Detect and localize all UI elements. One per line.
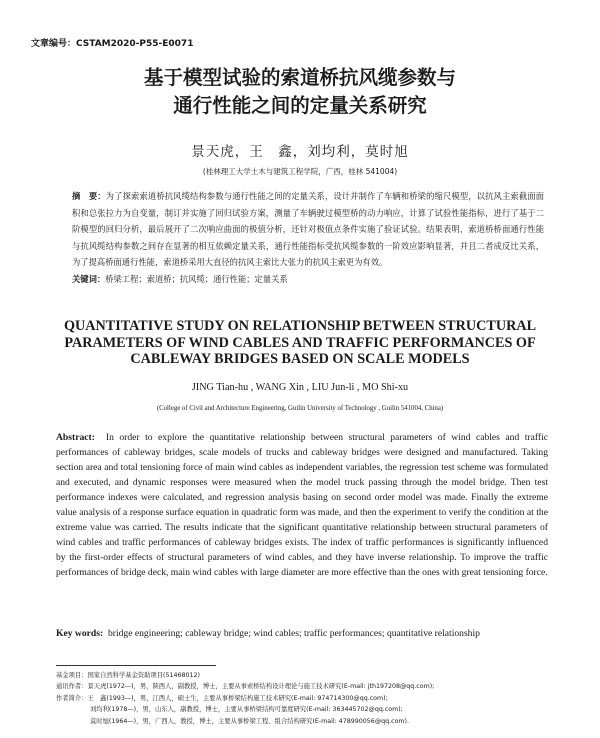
- article-id: 文章编号：CSTAM2020-P55-E0071: [31, 39, 194, 49]
- english-keywords-text: bridge engineering; cableway bridge; wind cables; traffic performances; quantitative relationship: [107, 628, 480, 639]
- footnote-corresponding-author: 通讯作者：景天虎(1972—)，男，陕西人，副教授，博士，主要从事索桥结构设计理论与施工技术研究(E-mail: jth197208@qq.com);: [56, 683, 435, 691]
- footnote-author-bio: 作者简介：王 鑫(1993—)，男，江西人，硕士生，主要从事桥梁结构施工技术研究(E-mail: 974714300@qq.com);: [56, 694, 388, 702]
- footnote-divider: [56, 665, 216, 666]
- english-affiliation: (College of Civil and Architecture Engineering, Guilin University of Technology , Guilin 541004, China): [156, 405, 444, 412]
- chinese-keywords-label: 关键词：: [72, 273, 106, 284]
- english-authors: JING Tian-hu , WANG Xin , LIU Jun-li , MO Shi-xu: [191, 382, 409, 393]
- chinese-abstract-body: [72, 188, 544, 271]
- english-keywords-label: Key words:: [56, 628, 104, 639]
- chinese-keywords-text: 桥梁工程；索道桥；抗风缆；通行性能；定量关系: [105, 273, 288, 284]
- footnote-funding: 基金项目：国家自然科学基金资助项目(51468012): [56, 672, 201, 679]
- footnotes: [56, 670, 556, 727]
- chinese-authors: 景天虎，王 鑫，刘均利，莫时旭: [191, 144, 409, 160]
- chinese-abstract-label: 摘 要：: [72, 191, 106, 201]
- english-title: [40, 318, 560, 368]
- english-keywords: [56, 628, 548, 639]
- english-title-line: QUANTITATIVE STUDY ON RELATIONSHIP BETWEEN STRUCTURAL: [63, 318, 537, 334]
- chinese-title: [40, 64, 560, 120]
- chinese-affiliation: (桂林理工大学土木与建筑工程学院，广西，桂林 541004): [202, 167, 398, 176]
- english-title-line: PARAMETERS OF WIND CABLES AND TRAFFIC PERFORMANCES OF: [64, 334, 536, 351]
- chinese-title-line: 通行性能之间的定量关系研究: [173, 94, 427, 117]
- english-abstract-label: Abstract:: [56, 432, 95, 443]
- english-abstract: [56, 430, 548, 580]
- footnote-author-bio: 莫时旭(1964—)，男，广西人，教授，博士，主要从事桥梁工程、组合结构研究(E-mail: 478990056@qq.com).: [90, 717, 410, 725]
- english-title-line: CABLEWAY BRIDGES BASED ON SCALE MODELS: [130, 351, 470, 367]
- chinese-keywords: [72, 271, 544, 288]
- chinese-title-line: 基于模型试验的索道桥抗风缆参数与: [143, 66, 456, 89]
- english-abstract-text: In order to explore the quantitative relationship between structural parameters of wind cables and traffic performances of cableway bridges, scale models of trucks and cableway bridges were designed and manufactured. Taking section area and total tensioning force of main wind cables as independent variables, the regression test scheme was formulated and executed, and dynamic responses were measured when the model truck passing through the model bridge. Then test performance indexes were calculated, and regression analysis basing on second order model was made. Finally the extreme value analysis of a response surface equation in quadratic form was made, and then the experiment to verify the condition at the extreme value was carried. The results indicate that the significant quantitative relationship between structural parameters of wind cables and traffic performances of cableway bridges exists. The index of traffic performances is significantly influenced by the first-order effects of structural parameters of wind cables, and they have inverse relationship. To improve the traffic performances of bridge deck, main wind cables with large diameter are more effective than the ones with great tensioning force.: [56, 432, 548, 578]
- footnote-author-bio: 刘均利(1978—)，男，山东人，副教授，博士，主要从事桥梁结构可靠度研究(E-mail: 363445702@qq.com);: [90, 706, 403, 714]
- chinese-abstract: [72, 188, 544, 288]
- chinese-abstract-text: 为了探索索道桥抗风缆结构参数与通行性能之间的定量关系，设计并制作了车辆和桥梁的缩尺模型，以抗风主索截面面积和总张拉力为自变量，制订并实施了回归试验方案，测量了车辆驶过模型桥的动力响应，计算了试验性能指标，进行了基于二阶模型的回归分析，最后展开了二次响应曲面的极值分析，还针对极值点条件实施了验证试验。结果表明，索道桥桥面通行性能与抗风缆结构参数之间存在显著的相互依赖定量关系，通行性能指标受抗风缆参数的一阶效应影响显著，并且二者成反比关系，为了提高桥面通行性能，索道桥采用大直径的抗风主索比大张力的抗风主索更为有效。: [72, 191, 544, 268]
